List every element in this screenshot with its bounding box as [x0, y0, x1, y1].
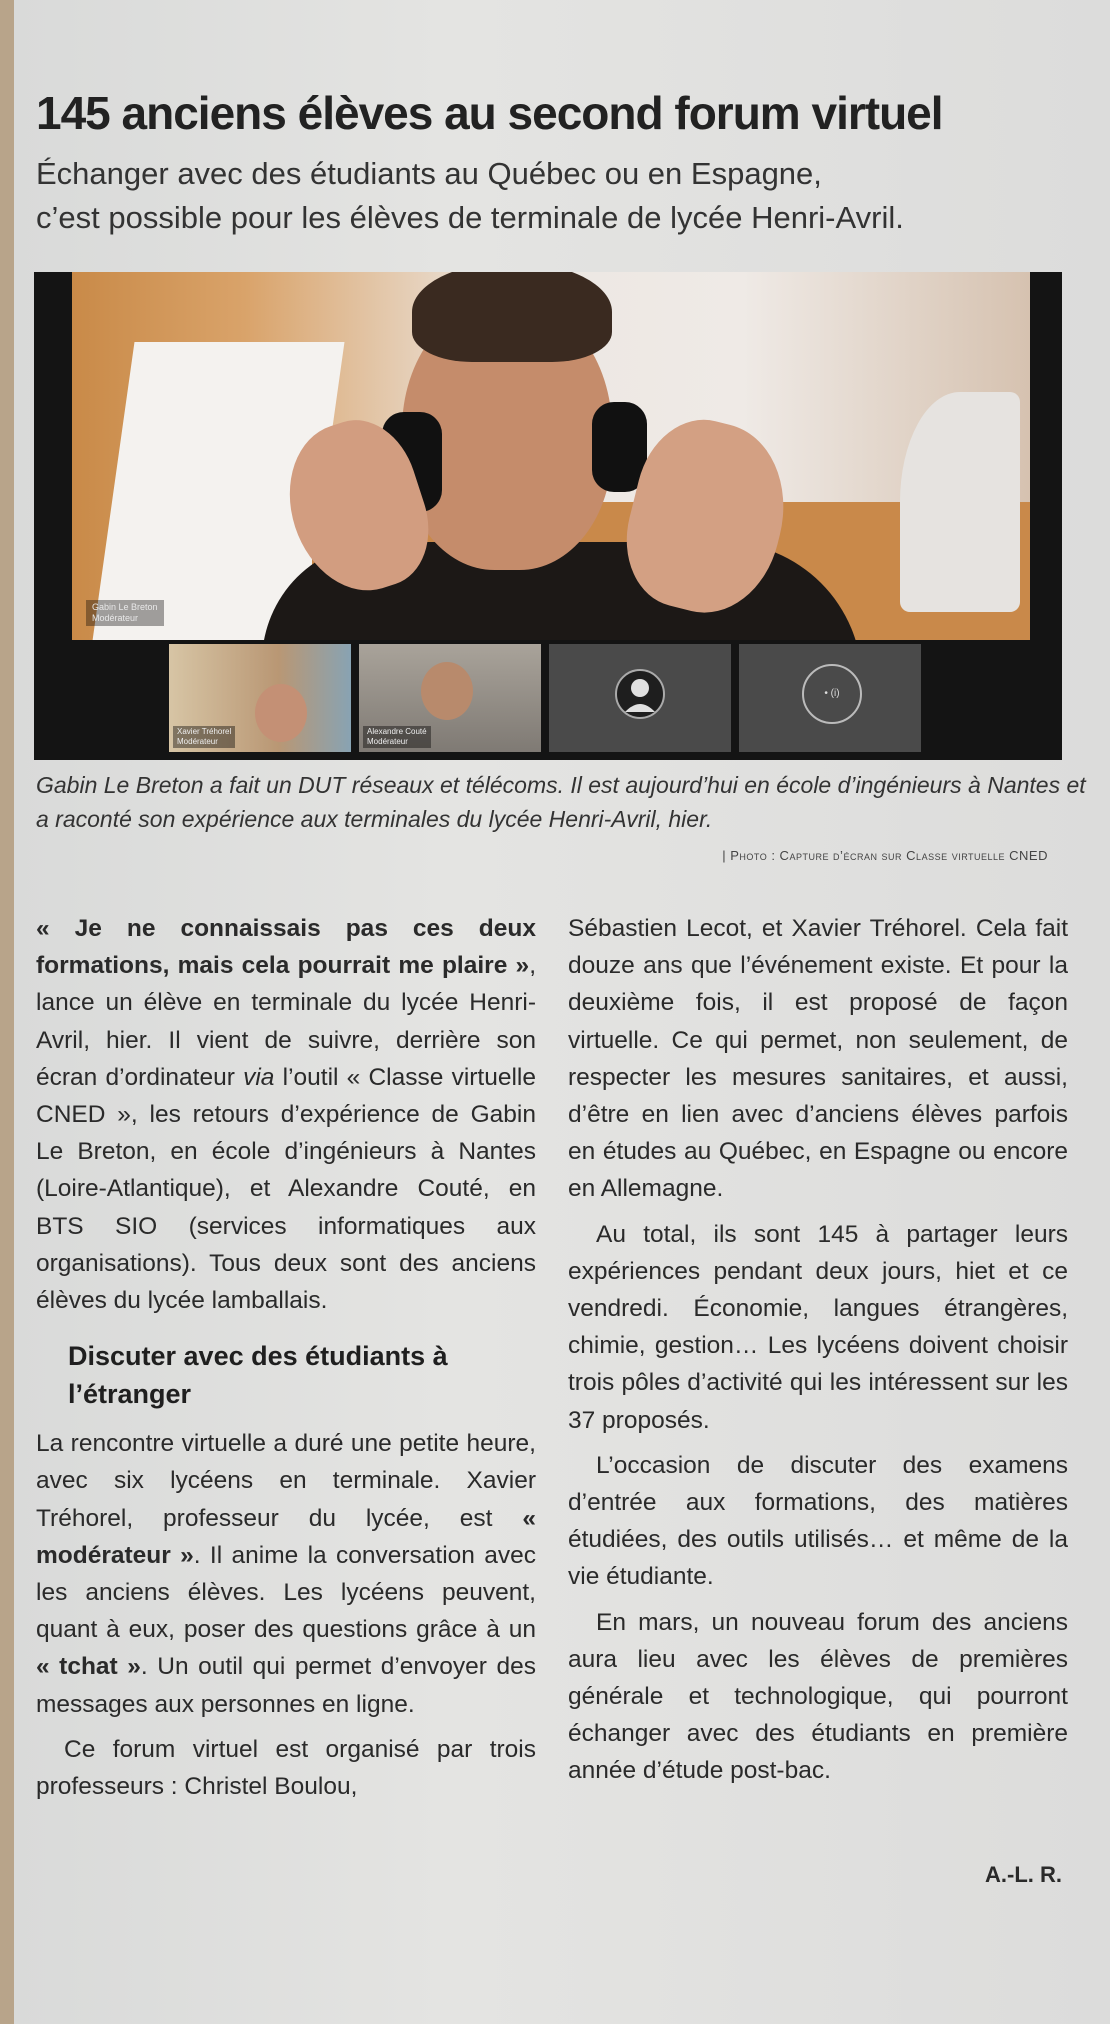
- body-paragraph: La rencontre virtuelle a duré une petite heure, avec six lycéens en terminale. Xavier Tréhorel, professeur du lycée, est « modérateur ». Il anime la conversation avec les anciens élèves. Les lycéens peuvent, quant à eux, poser des questions grâce à un « tchat ». Un outil qui permet d’envoyer des messages aux personnes en ligne.: [36, 1430, 537, 1718]
- audio-indicator-icon: • (i): [802, 664, 862, 724]
- body-paragraph: Au total, ils sont 145 à partager leurs expériences pendant deux jours, hiet et ce vendredi. Économie, langues étrangères, chimie, gestion… Les lycéens doivent choisir trois pôles d’activité qui les intéressent sur les 37 proposés.: [568, 1220, 1068, 1434]
- photo-credit: | Photo : Capture d’écran sur Classe virtuelle CNED: [722, 848, 1048, 863]
- pull-quote: « Je ne connaissais pas ces deux formations, mais cela pourrait me plaire »: [36, 915, 536, 980]
- speaker-hair: [412, 272, 612, 362]
- user-avatar-icon: [615, 664, 665, 724]
- participant-face: [421, 662, 473, 720]
- body-paragraph: L’occasion de discuter des examens d’entrée aux formations, des matières étudiées, des outils utilisés… et même de la vie étudiante.: [568, 1451, 1068, 1591]
- participant-nameplate: Xavier Tréhorel Modérateur: [173, 726, 235, 748]
- participant-thumbnail: [549, 644, 731, 752]
- body-paragraph: « Je ne connaissais pas ces deux formations, mais cela pourrait me plaire », lance un élève en terminale du lycée Henri-Avril, hier. Il vient de suivre, derrière son écran d’ordinateur via l’outil « Classe virtuelle CNED », les retours d’expérience de Gabin Le Breton, en école d’ingénieurs à Nantes (Loire-Atlantique), et Alexandre Couté, en BTS SIO (services informatiques aux organisations). Tous deux sont des anciens élèves du lycée lamballais.: [36, 915, 536, 1315]
- desk-lamp: [900, 392, 1020, 612]
- author-initials: A.-L. R.: [985, 1862, 1062, 1887]
- body-paragraph: En mars, un nouveau forum des anciens aura lieu avec les élèves de premières générale et technologique, qui pourront échanger avec des étudiants en première année d’étude post-bac.: [568, 1608, 1068, 1785]
- body-paragraph: Sébastien Lecot, et Xavier Tréhorel. Cela fait douze ans que l’événement existe. Et pour la deuxième fois, il est proposé de façon virtuelle. Ce qui permet, non seulement, de respecter les mesures sanitaires, et aussi, d’être en lien avec d’anciens élèves parfois en études au Québec, en Espagne ou encore en Allemagne.: [568, 915, 1068, 1203]
- participant-thumbnail: [739, 644, 921, 752]
- subheadline: [36, 152, 1106, 240]
- participant-thumbnail: [359, 644, 541, 752]
- article-column-left: [36, 910, 536, 1805]
- article-column-right: [568, 910, 1068, 1790]
- participant-thumbnail: [169, 644, 351, 752]
- participant-nameplate: Gabin Le Breton Modérateur: [86, 600, 164, 626]
- video-call-photo: [34, 272, 1062, 760]
- section-subheading: Discuter avec des étudiants à l’étranger: [68, 1341, 448, 1410]
- photo-caption: Gabin Le Breton a fait un DUT réseaux et télécoms. Il est aujourd’hui en école d’ingénieurs à Nantes et a raconté son expérience aux terminales du lycée Henri-Avril, hier.: [36, 772, 1086, 832]
- participant-face: [255, 684, 307, 742]
- participant-nameplate: Alexandre Couté Modérateur: [363, 726, 431, 748]
- subheadline-line: c’est possible pour les élèves de terminale de lycée Henri-Avril.: [36, 200, 904, 235]
- main-video-frame: [72, 272, 1030, 640]
- newspaper-page: [14, 0, 1110, 2024]
- headline: 145 anciens élèves au second forum virtuel: [36, 87, 943, 139]
- subheadline-line: Échanger avec des étudiants au Québec ou en Espagne,: [36, 156, 822, 191]
- body-paragraph: Ce forum virtuel est organisé par trois professeurs : Christel Boulou,: [36, 1735, 536, 1801]
